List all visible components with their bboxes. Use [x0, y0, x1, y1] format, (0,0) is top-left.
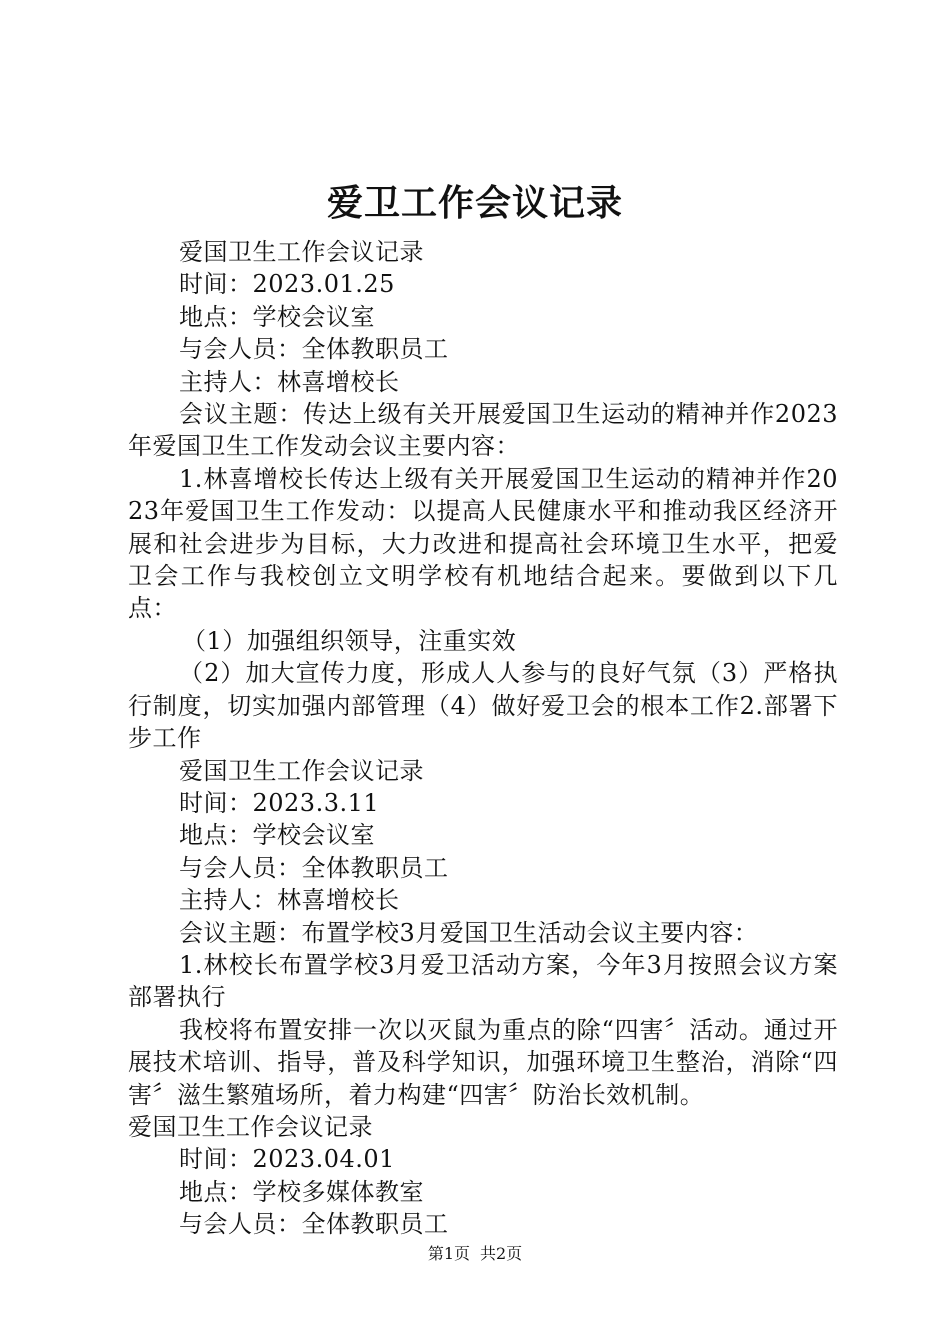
meeting-location: 地点：学校会议室 — [179, 302, 375, 331]
page-total: 共2页 — [480, 1244, 523, 1263]
meeting-points: （2）加大宣传力度，形成人人参与的良好气氛（3）严格执行制度，切实加强内部管理（4）做好爱卫会的根本工作2.部署下步工作 — [128, 659, 838, 753]
meeting-host: 主持人：林喜增校长 — [179, 886, 400, 915]
meeting-topic: 会议主题：布置学校3月爱国卫生活动会议主要内容： — [179, 918, 759, 947]
record-heading: 爱国卫生工作会议记录 — [179, 238, 424, 266]
meeting-topic: 会议主题：传达上级有关开展爱国卫生运动的精神并作2023年爱国卫生工作发动会议主要内容： — [128, 400, 838, 461]
meeting-attendees: 与会人员：全体教职员工 — [179, 1210, 449, 1239]
meeting-content: 我校将布置安排一次以灭鼠为重点的除“四害〞活动。通过开展技术培训、指导，普及科学知识，加强环境卫生整治，消除“四害〞滋生繁殖场所，着力构建“四害〞防治长效机制。 — [128, 1015, 838, 1109]
page-footer — [0, 1243, 950, 1265]
meeting-content: 1.林校长布置学校3月爱卫活动方案，今年3月按照会议方案部署执行 — [128, 950, 838, 1012]
page-number: 第1页 — [427, 1244, 470, 1263]
record-heading: 爱国卫生工作会议记录 — [179, 756, 424, 785]
meeting-time: 时间：2023.04.01 — [179, 1145, 395, 1174]
meeting-content: 1.林喜增校长传达上级有关开展爱国卫生运动的精神并作2023年爱国卫生工作发动：以提高人民健康水平和推动我区经济开展和社会进步为目标，大力改进和提高社会环境卫生水平，把爱卫会工作与我校创立文明学校有机地结合起来。要做到以下几点： — [128, 464, 838, 623]
meeting-attendees: 与会人员：全体教职员工 — [179, 853, 449, 882]
meeting-time: 时间：2023.3.11 — [179, 788, 380, 817]
meeting-time: 时间：2023.01.25 — [179, 270, 395, 299]
meeting-point: （1）加强组织领导，注重实效 — [182, 626, 517, 655]
record-heading: 爱国卫生工作会议记录 — [128, 1112, 373, 1141]
meeting-location: 地点：学校会议室 — [179, 821, 375, 850]
document-body — [128, 236, 838, 1241]
meeting-attendees: 与会人员：全体教职员工 — [179, 335, 449, 364]
meeting-location: 地点：学校多媒体教室 — [179, 1177, 424, 1206]
document-title: 爱卫工作会议记录 — [326, 182, 623, 224]
meeting-host: 主持人：林喜增校长 — [179, 367, 400, 396]
